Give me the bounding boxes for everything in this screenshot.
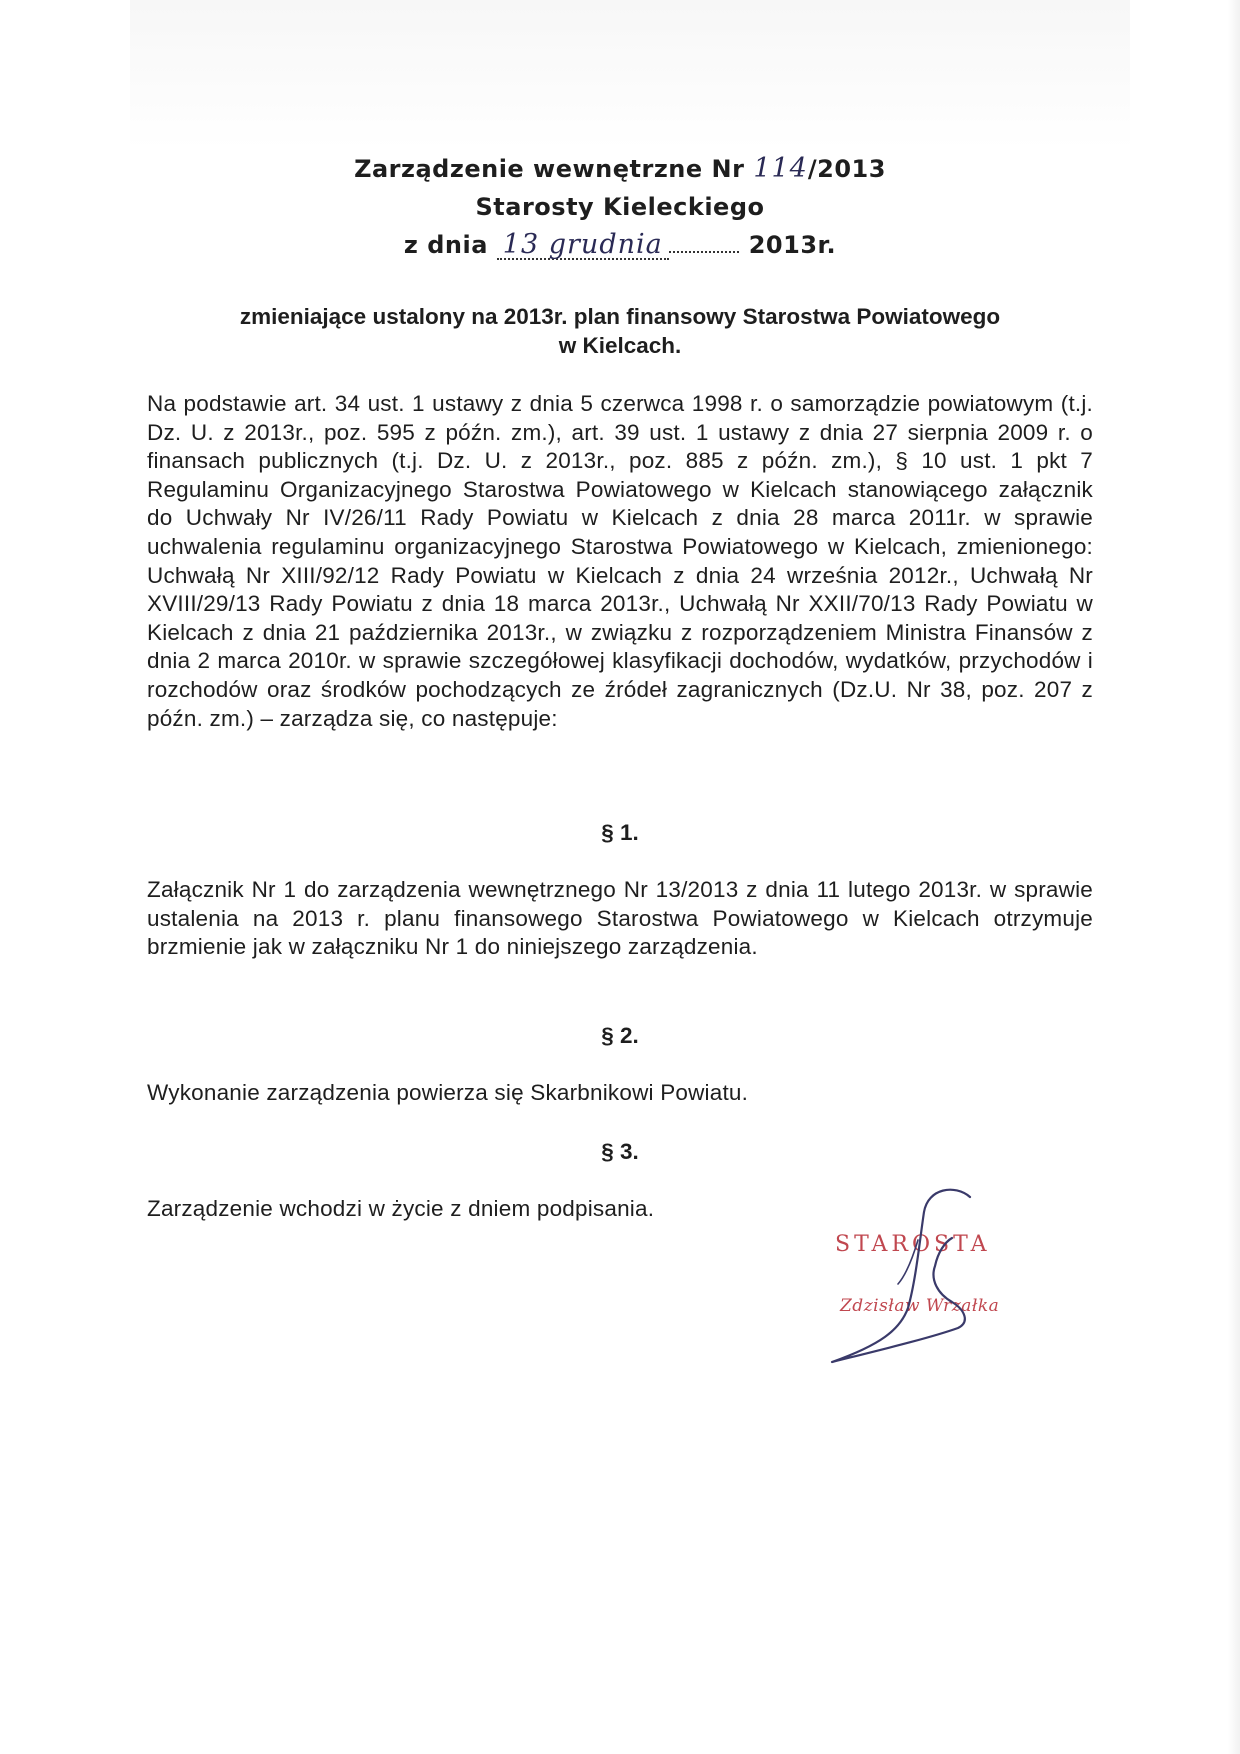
handwritten-date: 13 grudnia xyxy=(497,232,669,260)
subject-line-1: zmieniające ustalony na 2013r. plan finansowy Starostwa Powiatowego xyxy=(239,304,1001,329)
handwritten-number: 114 xyxy=(753,153,808,184)
date-suffix: 2013r. xyxy=(748,231,837,259)
subject-line-2: w Kielcach. xyxy=(558,333,682,358)
section-3-heading: § 3. xyxy=(601,1139,639,1164)
document-date xyxy=(0,226,1240,264)
legal-basis-paragraph: Na podstawie art. 34 ust. 1 ustawy z dnia 5 czerwca 1998 r. o samorządzie powiatowym (t.j. Dz. U. z 2013r., poz. 595 z późn. zm.), art. 39 ust. 1 ustawy z dnia 27 sierpnia 2009 r. o finansach publicznych (t.j. Dz. U. z 2013r., poz. 885 z późn. zm.), § 10 ust. 1 pkt 7 Regulaminu Organizacyjnego Starostwa Powiatowego w Kielcach stanowiącego załącznik do Uchwały Nr IV/26/11 Rady Powiatu w Kielcach z dnia 28 marca 2011r. w sprawie uchwalenia regulaminu organizacyjnego Starostwa Powiatowego w Kielcach, zmienionego: Uchwałą Nr XIII/92/12 Rady Powiatu w Kielcach z dnia 24 września 2012r., Uchwałą Nr XVIII/29/13 Rady Powiatu z dnia 18 marca 2013r., Uchwałą Nr XXII/70/13 Rady Powiatu w Kielcach z dnia 21 października 2013r., w związku z rozporządzeniem Ministra Finansów z dnia 2 marca 2010r. w sprawie szczegółowej klasyfikacji dochodów, wydatków, przychodów i rozchodów oraz środków pochodzących ze źródeł zagranicznych (Dz.U. Nr 38, poz. 207 z późn. zm.) – zarządza się, co następuje: xyxy=(147,391,1093,731)
section-2-heading: § 2. xyxy=(601,1023,639,1048)
document-title xyxy=(0,150,1240,188)
handwritten-signature xyxy=(820,1180,1020,1370)
official-stamp xyxy=(820,1180,1020,1370)
stamp-name: Zdzisław Wrzałka xyxy=(840,1296,1000,1316)
title-suffix: /2013 xyxy=(807,155,886,183)
document-issuer: Starosty Kieleckiego xyxy=(475,193,765,221)
section-2-text: Wykonanie zarządzenia powierza się Skarbnikowi Powiatu. xyxy=(147,1080,749,1105)
stamp-title: STAROSTA xyxy=(835,1232,991,1257)
date-dotted-line xyxy=(669,229,739,253)
section-1-heading: § 1. xyxy=(601,820,639,845)
title-prefix: Zarządzenie wewnętrzne Nr xyxy=(354,155,745,183)
document-title-block xyxy=(0,150,1240,264)
section-3-text: Zarządzenie wchodzi w życie z dniem podpisania. xyxy=(147,1196,655,1221)
scan-shadow xyxy=(130,0,1130,150)
date-prefix: z dnia xyxy=(403,231,488,259)
section-1-text: Załącznik Nr 1 do zarządzenia wewnętrznego Nr 13/2013 z dnia 11 lutego 2013r. w sprawie ustalenia na 2013 r. planu finansowego Starostwa Powiatowego w Kielcach otrzymuje brzmienie jak w załączniku Nr 1 do niniejszego zarządzenia. xyxy=(147,877,1093,960)
document-subject xyxy=(0,302,1240,360)
